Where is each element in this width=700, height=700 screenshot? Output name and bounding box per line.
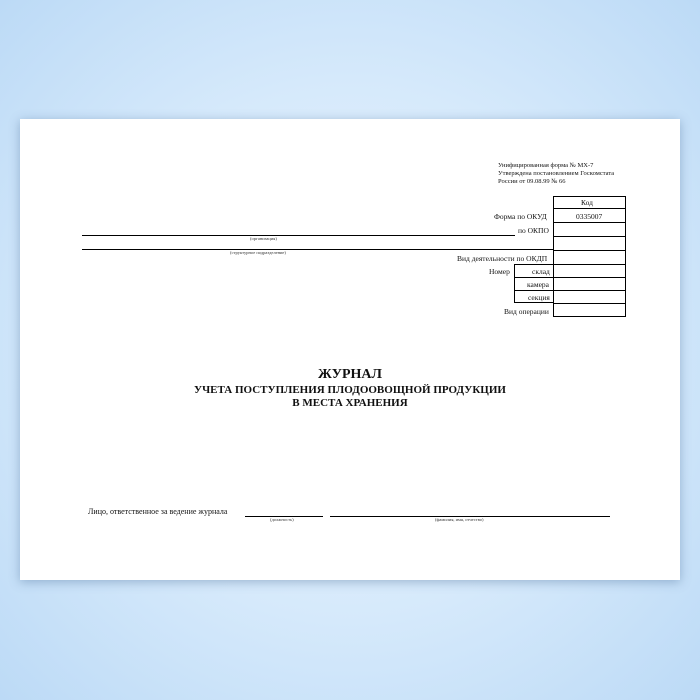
code-table-divider xyxy=(553,208,626,209)
form-approval-date: России от 09.08.99 № 66 xyxy=(498,178,566,185)
nomer-sub-divider xyxy=(514,277,554,278)
kamera-label: камера xyxy=(527,280,550,289)
subdivision-line xyxy=(82,249,553,250)
code-table-divider xyxy=(553,222,626,223)
responsible-label: Лицо, ответственное за ведение журнала xyxy=(88,507,228,516)
code-header: Код xyxy=(581,198,593,207)
code-table-divider xyxy=(553,290,626,291)
okud-label: Форма по ОКУД xyxy=(494,212,547,221)
code-table-divider xyxy=(553,277,626,278)
position-caption: (должность) xyxy=(270,517,294,522)
organization-line xyxy=(82,235,515,236)
sektsiya-label: секция xyxy=(528,293,550,302)
code-table-divider xyxy=(553,264,626,265)
nomer-sub-divider xyxy=(514,290,554,291)
okdp-label: Вид деятельности по ОКДП xyxy=(457,254,548,263)
okud-value: 0335007 xyxy=(576,212,603,221)
operation-label: Вид операции xyxy=(504,307,549,316)
document-subtitle-1: УЧЕТА ПОСТУПЛЕНИЯ ПЛОДООВОЩНОЙ ПРОДУКЦИИ xyxy=(194,384,506,396)
name-caption: (фамилия, имя, отчество) xyxy=(435,517,484,522)
code-table-divider xyxy=(553,236,626,237)
okpo-label: по ОКПО xyxy=(518,226,549,235)
form-unified-label: Унифицированная форма № МХ-7 xyxy=(498,162,594,169)
code-table-divider xyxy=(553,303,626,304)
form-sheet xyxy=(20,119,680,580)
subdivision-caption: (структурное подразделение) xyxy=(230,250,286,255)
document-title: ЖУРНАЛ xyxy=(318,367,382,382)
nomer-label: Номер xyxy=(489,267,510,276)
code-table-divider xyxy=(553,250,626,251)
form-approval-label: Утверждена постановлением Госкомстата xyxy=(498,170,615,177)
organization-caption: (организация) xyxy=(250,236,277,241)
sklad-label: склад xyxy=(532,267,550,276)
document-subtitle-2: В МЕСТА ХРАНЕНИЯ xyxy=(292,397,408,409)
